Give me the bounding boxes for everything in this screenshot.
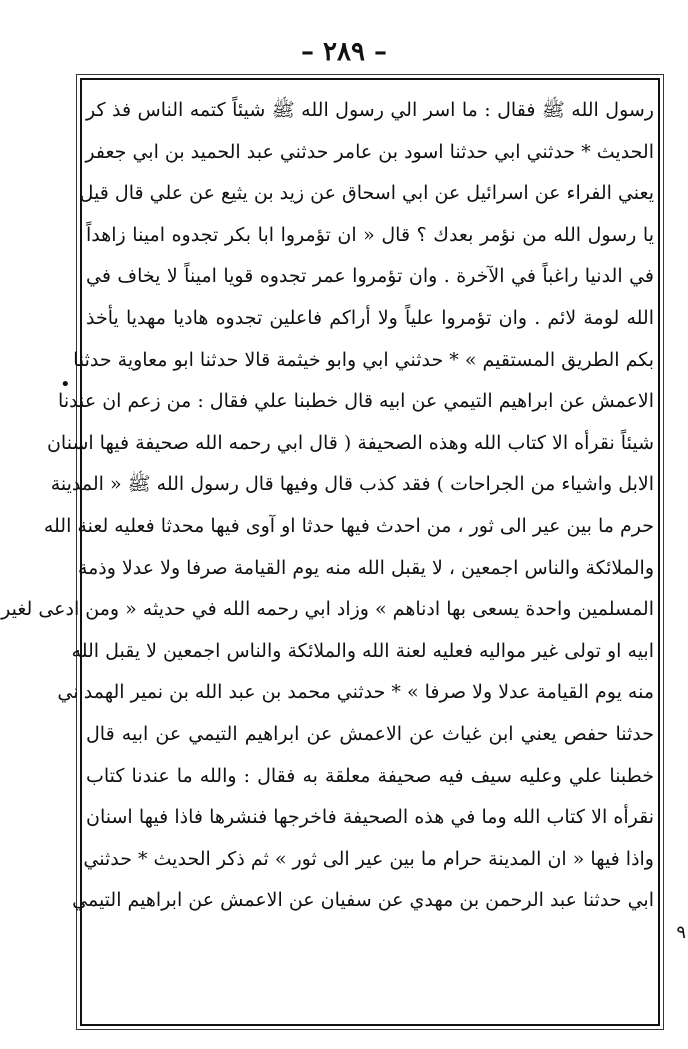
text-line: نقرأه الا كتاب الله وما في هذه الصحيفة فاخرجها فنشرها فاذا فيها اسنان — [86, 806, 654, 829]
text-line: ابي حدثنا عبد الرحمن بن مهدي عن سفيان عن الاعمش عن ابراهيم التيمي — [72, 889, 654, 912]
text-body — [1, 90, 654, 922]
text-line: يا رسول الله من نؤمر بعدك ؟ قال « ان تؤمروا ابا بكر تجدوه امينا زاهداً — [86, 223, 654, 246]
text-line: خطبنا علي وعليه سيف فيه صحيفة معلقة به فقال : والله ما عندنا كتاب — [86, 764, 654, 787]
text-line: واذا فيها « ان المدينة حرام ما بين عير الى ثور » ثم ذكر الحديث * حدثني — [83, 847, 654, 870]
text-line: الله لومة لائم . وان تؤمروا علياً ولا أراكم فاعلين تجدوه هاديا مهديا يأخذ — [86, 306, 654, 329]
text-line: الاعمش عن ابراهيم التيمي عن ابيه قال خطبنا علي فقال : من زعم ان عندنا — [58, 390, 654, 413]
text-line: ابيه او تولى غير مواليه فعليه لعنة الله والملائكة والناس اجمعين لا يقبل الله — [71, 639, 654, 662]
text-line: يعني الفراء عن اسرائيل عن ابي اسحاق عن زيد بن يثيع عن علي قال قيل — [79, 182, 654, 205]
margin-edge-mark: ٩ — [676, 922, 686, 943]
margin-dot-mark: • — [60, 374, 71, 395]
text-line: حدثنا حفص يعني ابن غياث عن الاعمش عن ابراهيم التيمي عن ابيه قال — [86, 722, 654, 745]
text-line: بكم الطريق المستقيم » * حدثني ابي وابو خيثمة قالا حدثنا ابو معاوية حدثنا — [73, 348, 654, 371]
text-line: منه يوم القيامة عدلا ولا صرفا » * حدثني محمد بن عبد الله بن نمير الهمداني — [57, 681, 654, 704]
text-line: الابل واشياء من الجراحات ) فقد كذب قال وفيها قال رسول الله ﷺ « المدينة — [50, 473, 654, 496]
text-line: الحديث * حدثني ابي حدثنا اسود بن عامر حدثني عبد الحميد بن ابي جعفر — [85, 140, 654, 163]
text-line: المسلمين واحدة يسعى بها ادناهم » وزاد ابي رحمه الله في حديثه « ومن ادعى لغير — [1, 598, 654, 621]
text-line: في الدنيا راغباً في الآخرة . وان تؤمروا عمر تجدوه قويا اميناً لا يخاف في — [86, 265, 654, 288]
text-line: حرم ما بين عير الى ثور ، من احدث فيها حدثا او آوى فيها محدثا فعليه لعنة الله — [43, 514, 654, 537]
page-number: – ٢٨٩ – — [300, 37, 388, 67]
text-line: رسول الله ﷺ فقال : ما اسر الي رسول الله ﷺ شيئاً كتمه الناس فذ كر — [86, 99, 654, 121]
text-line: شيئاً نقرأه الا كتاب الله وهذه الصحيفة ( قال ابي رحمه الله صحيفة فيها اسنان — [46, 431, 654, 454]
text-line: والملائكة والناس اجمعين ، لا يقبل الله منه يوم القيامة صرفا ولا عدلا وذمة — [77, 556, 654, 579]
